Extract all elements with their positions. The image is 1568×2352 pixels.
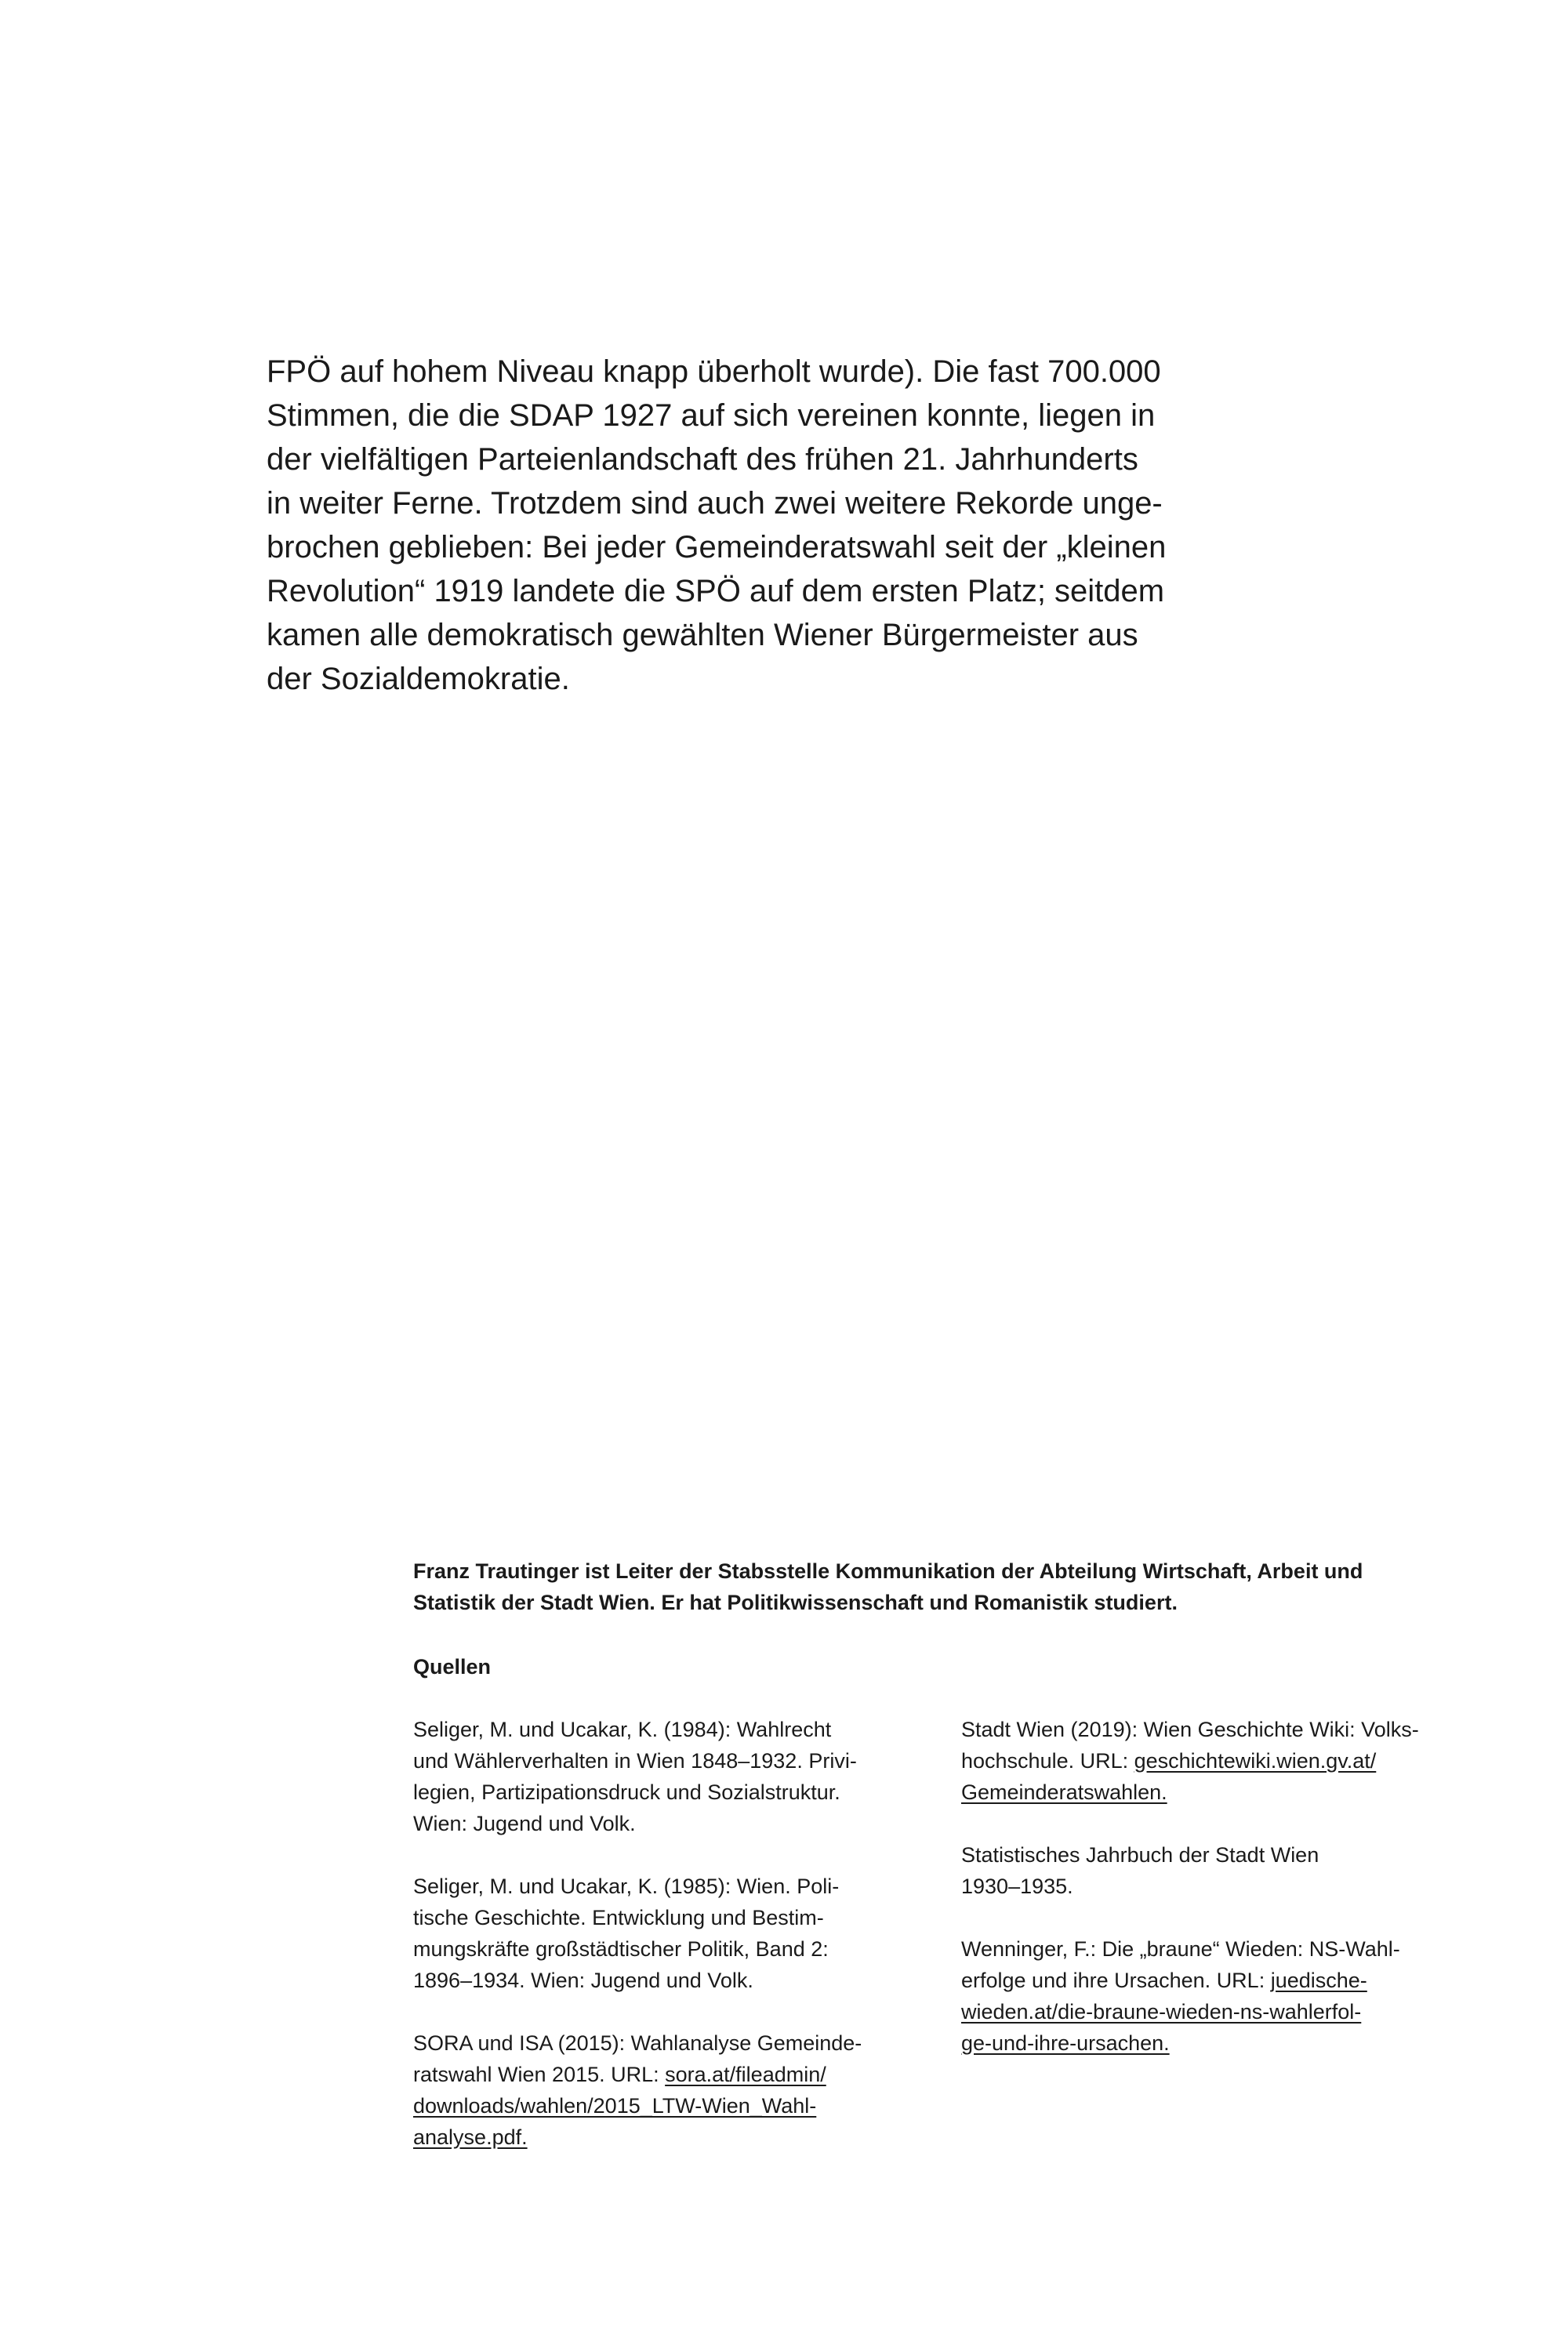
reference-line: Statistisches Jahrbuch der Stadt Wien [961, 1843, 1319, 1867]
sora-link[interactable]: analyse.pdf. [413, 2125, 528, 2149]
reference-entry [961, 1839, 1510, 1902]
reference-line: mungskräfte großstädtischer Politik, Band 2: [413, 1937, 829, 1961]
reference-line [961, 1996, 1510, 2027]
sources-heading: Quellen [413, 1655, 492, 1679]
reference-entry [413, 2027, 931, 2153]
reference-line: Wenninger, F.: Die „braune“ Wieden: NS-Wahl- [961, 1937, 1400, 1961]
juedische-wieden-link[interactable]: wieden.at/die-braune-wieden-ns-wahlerfol- [961, 2000, 1362, 2024]
reference-entry [413, 1871, 931, 1996]
reference-entry [961, 1714, 1510, 1808]
reference-line: Seliger, M. und Ucakar, K. (1984): Wahlrecht [413, 1718, 832, 1741]
body-line: der Sozialdemokratie. [267, 662, 570, 696]
reference-text: ratswahl Wien 2015. URL: [413, 2063, 666, 2086]
reference-line: 1896–1934. Wien: Jugend und Volk. [413, 1969, 753, 1992]
reference-line: Seliger, M. und Ucakar, K. (1985): Wien. Poli- [413, 1875, 840, 1898]
body-paragraph [267, 350, 1239, 701]
sources-column-right [961, 1714, 1510, 2090]
reference-line: SORA und ISA (2015): Wahlanalyse Gemeinde- [413, 2031, 862, 2055]
body-line: kamen alle demokratisch gewählten Wiener Bürgermeister aus [267, 618, 1138, 652]
sources-column-left [413, 1714, 931, 2184]
reference-line: Stadt Wien (2019): Wien Geschichte Wiki: Volks- [961, 1718, 1419, 1741]
body-line: Revolution“ 1919 landete die SPÖ auf dem ersten Platz; seitdem [267, 574, 1165, 608]
reference-line [413, 2059, 931, 2090]
reference-entry [961, 1933, 1510, 2059]
geschichtewiki-link[interactable]: Gemeinderatswahlen. [961, 1780, 1167, 1804]
reference-line: tische Geschichte. Entwicklung und Bestim- [413, 1906, 824, 1929]
reference-entry [413, 1714, 931, 1839]
reference-line: 1930–1935. [961, 1875, 1073, 1898]
body-line: in weiter Ferne. Trotzdem sind auch zwei weitere Rekorde unge- [267, 486, 1163, 521]
sora-link[interactable]: downloads/wahlen/2015_LTW-Wien_Wahl- [413, 2094, 817, 2118]
juedische-wieden-link[interactable]: juedische- [1270, 1969, 1367, 1992]
body-line: brochen geblieben: Bei jeder Gemeinderatswahl seit der „kleinen [267, 530, 1167, 564]
author-bio [413, 1555, 1495, 1618]
sora-link[interactable]: sora.at/fileadmin/ [665, 2063, 826, 2086]
reference-line: und Wählerverhalten in Wien 1848–1932. Privi- [413, 1749, 857, 1773]
reference-line [961, 1777, 1510, 1808]
body-line: Stimmen, die die SDAP 1927 auf sich vereinen konnte, liegen in [267, 398, 1156, 433]
reference-line [413, 2090, 931, 2122]
reference-line [961, 1745, 1510, 1777]
reference-line: Wien: Jugend und Volk. [413, 1812, 636, 1835]
body-line: der vielfältigen Parteienlandschaft des frühen 21. Jahrhunderts [267, 442, 1138, 477]
juedische-wieden-link[interactable]: ge-und-ihre-ursachen. [961, 2031, 1170, 2055]
reference-text: hochschule. URL: [961, 1749, 1134, 1773]
reference-text: erfolge und ihre Ursachen. URL: [961, 1969, 1271, 1992]
reference-line [413, 2122, 931, 2153]
body-line: FPÖ auf hohem Niveau knapp überholt wurde). Die fast 700.000 [267, 354, 1161, 389]
reference-line [961, 1965, 1510, 1996]
reference-line [961, 2027, 1510, 2059]
reference-line: legien, Partizipationsdruck und Sozialstruktur. [413, 1780, 840, 1804]
author-bio-line: Franz Trautinger ist Leiter der Stabsstelle Kommunikation der Abteilung Wirtschaft, Arbeit und [413, 1559, 1363, 1583]
author-bio-line: Statistik der Stadt Wien. Er hat Politikwissenschaft und Romanistik studiert. [413, 1591, 1178, 1614]
geschichtewiki-link[interactable]: geschichtewiki.wien.gv.at/ [1134, 1749, 1377, 1773]
